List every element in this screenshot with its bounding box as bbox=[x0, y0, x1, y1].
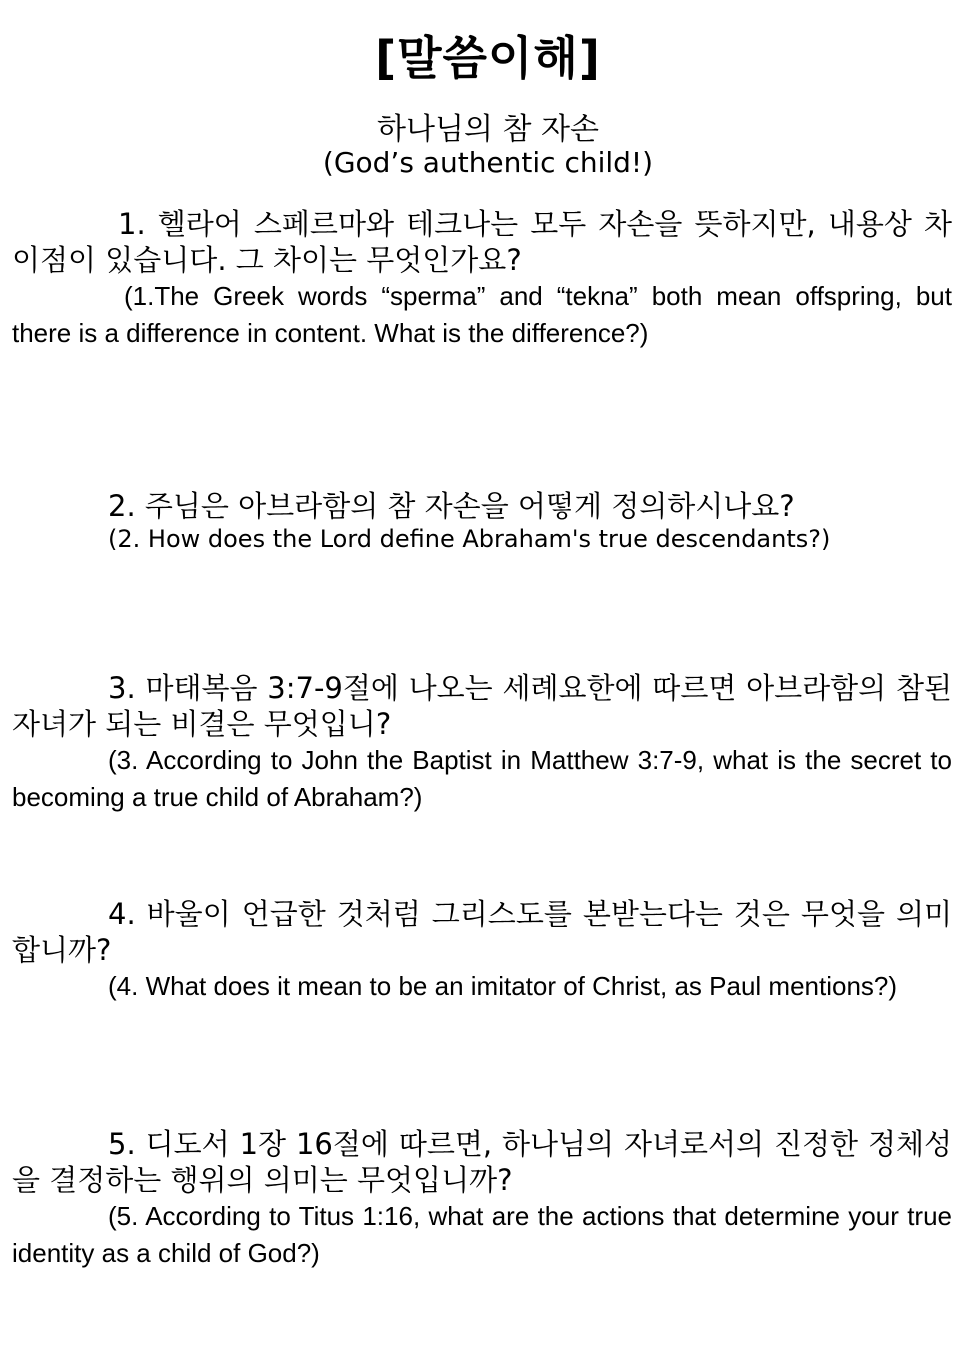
subtitle-korean: 하나님의 참 자손 bbox=[377, 112, 599, 147]
question-3-korean: 3. 마태복음 3:7-9절에 나오는 세례요한에 따르면 아브라함의 참된 자녀가 되는 비결은 무엇입니? bbox=[12, 671, 952, 741]
question-5 bbox=[12, 1126, 952, 1272]
subtitle-english: (God’s authentic child!) bbox=[322, 146, 654, 179]
page-title: [말씀이해] bbox=[375, 31, 601, 85]
question-2 bbox=[12, 488, 952, 554]
question-3-english: (3. According to John the Baptist in Matthew 3:7-9, what is the secret to becoming a true child of Abraham?) bbox=[12, 745, 952, 812]
question-1 bbox=[12, 206, 952, 352]
question-4-english: (4. What does it mean to be an imitator of Christ, as Paul mentions?) bbox=[108, 971, 898, 1001]
question-1-korean: 1. 헬라어 스페르마와 테크나는 모두 자손을 뜻하지만, 내용상 차이점이 있습니다. 그 차이는 무엇인가요? bbox=[12, 207, 952, 277]
question-5-english: (5. According to Titus 1:16, what are the actions that determine your true identity as a child of God?) bbox=[12, 1201, 952, 1268]
question-2-english: (2. How does the Lord define Abraham's true descendants?) bbox=[108, 525, 831, 553]
question-3 bbox=[12, 670, 952, 816]
question-4 bbox=[12, 896, 952, 1005]
question-4-korean: 4. 바울이 언급한 것처럼 그리스도를 본받는다는 것은 무엇을 의미합니까? bbox=[12, 897, 952, 967]
question-5-korean: 5. 디도서 1장 16절에 따르면, 하나님의 자녀로서의 진정한 정체성을 결정하는 행위의 의미는 무엇입니까? bbox=[12, 1127, 952, 1197]
question-1-english: (1.The Greek words “sperma” and “tekna” both mean offspring, but there is a difference in content. What is the difference?) bbox=[12, 281, 952, 348]
question-2-korean: 2. 주님은 아브라함의 참 자손을 어떻게 정의하시나요? bbox=[108, 489, 795, 523]
